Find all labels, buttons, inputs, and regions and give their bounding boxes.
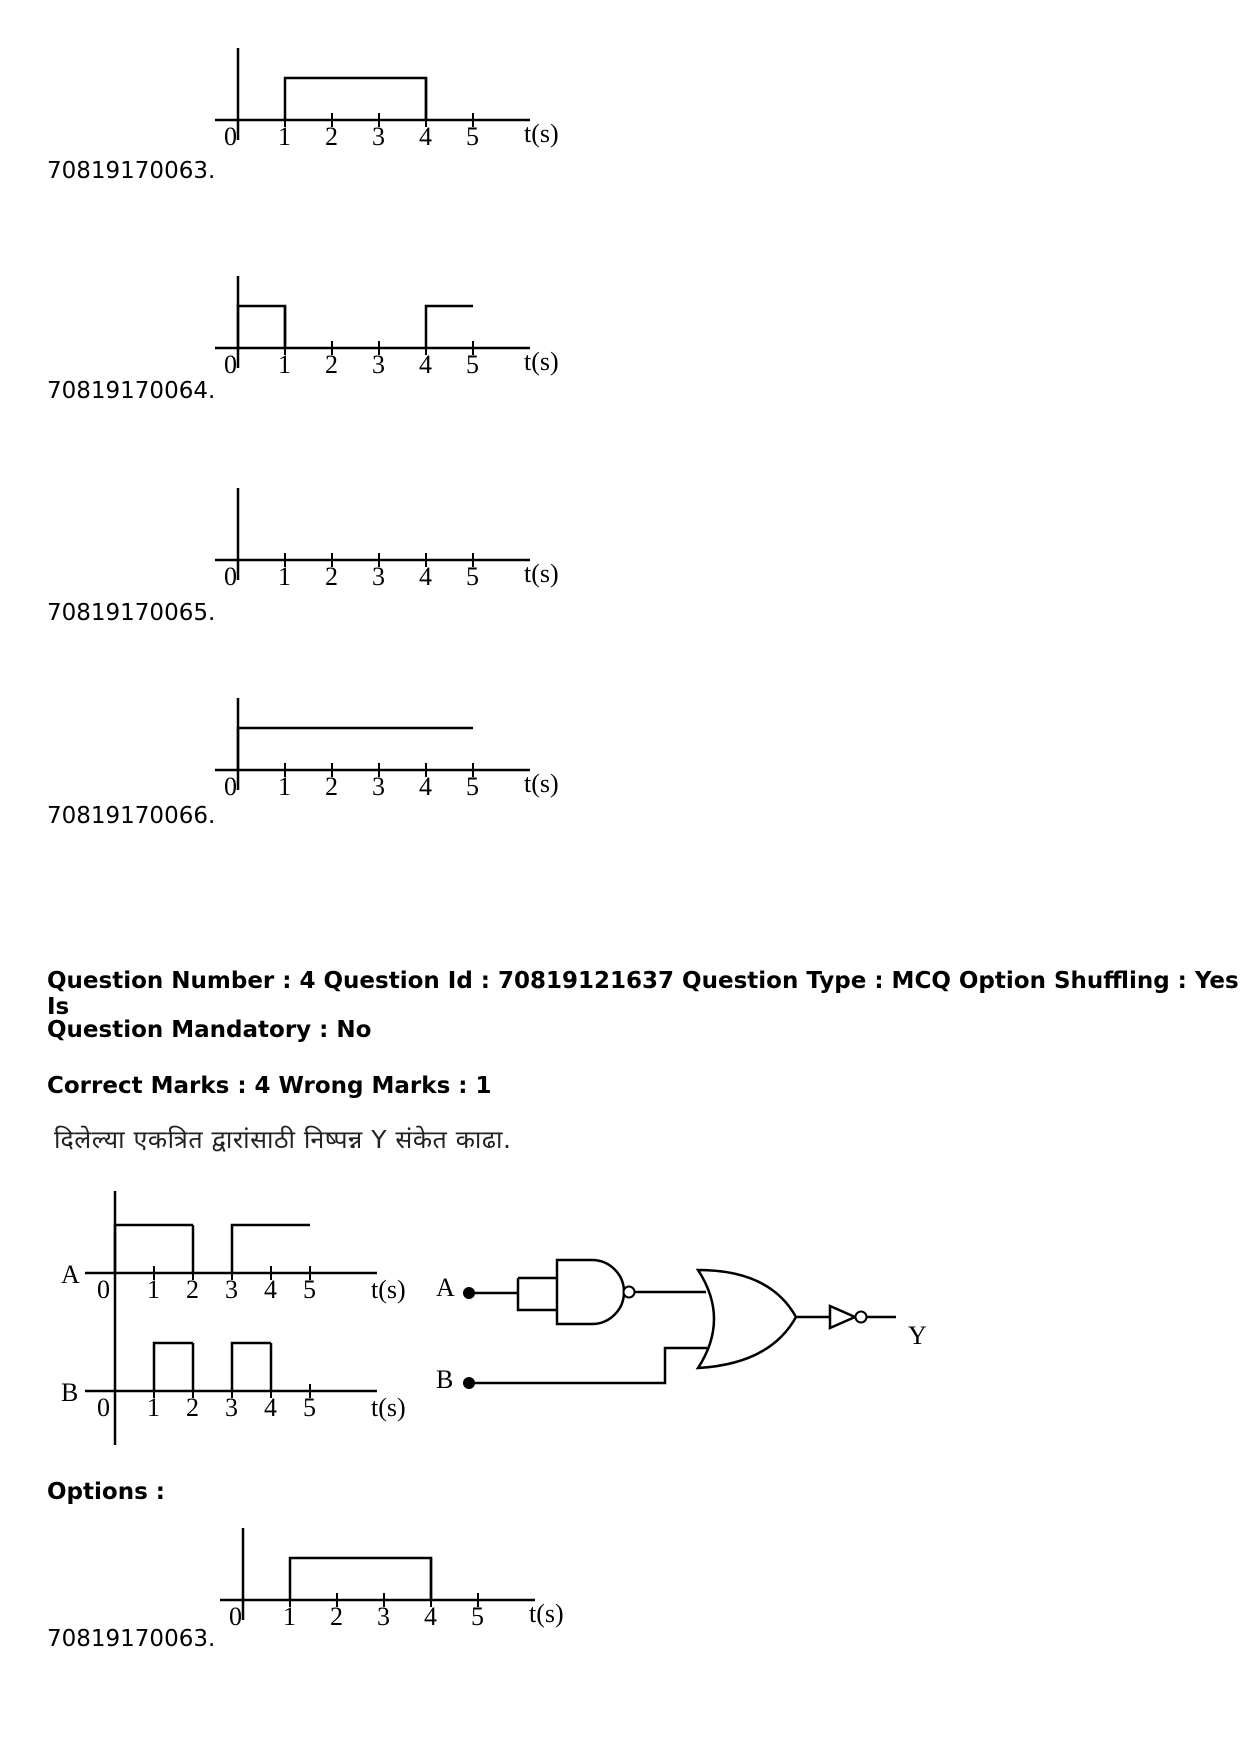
- options-label: Options :: [47, 1479, 165, 1505]
- tick-label: 2: [325, 772, 338, 801]
- option-id: 70819170065.: [47, 600, 216, 626]
- option-waveform-2[interactable]: [210, 268, 590, 388]
- waveform: [238, 728, 473, 770]
- option-waveform-1[interactable]: [210, 40, 590, 160]
- waveform: [238, 306, 473, 348]
- tick-label: 3: [372, 772, 385, 801]
- tick-label: 4: [264, 1393, 277, 1422]
- axis-origin: 0: [224, 772, 237, 801]
- tick-label: 3: [372, 350, 385, 379]
- axis-unit: t(s): [524, 769, 559, 798]
- tick-label: 2: [186, 1393, 199, 1422]
- tick-label: 3: [225, 1393, 238, 1422]
- tick-label: 2: [325, 350, 338, 379]
- circuit-input-a: A: [436, 1273, 455, 1302]
- signal-line: [290, 1558, 431, 1600]
- nand-gate: [557, 1260, 624, 1324]
- tick-label: 1: [278, 562, 291, 591]
- signal-line: [238, 728, 473, 770]
- tick-label: 4: [419, 350, 432, 379]
- axis-unit: t(s): [371, 1275, 406, 1304]
- input-a-waveform: [115, 1225, 310, 1273]
- question-text: दिलेल्या एकत्रित द्वारांसाठी निष्पन्न Y संकेत काढा.: [54, 1125, 512, 1154]
- question-meta-line1: Question Number : 4 Question Id : 70819121637 Question Type : MCQ Option Shuffling : Yes Is: [47, 968, 1239, 1020]
- tick-label: 5: [471, 1602, 484, 1631]
- option-id: 70819170063.: [47, 1626, 216, 1652]
- axis-unit: t(s): [524, 347, 559, 376]
- axis-origin: 0: [224, 122, 237, 151]
- option-waveform-bottom-1[interactable]: [215, 1520, 595, 1640]
- axis: [215, 698, 559, 801]
- tick-label: 5: [466, 562, 479, 591]
- axis: [215, 48, 559, 151]
- tick-label: 5: [466, 350, 479, 379]
- axis-unit: t(s): [524, 119, 559, 148]
- tick-label: 3: [372, 562, 385, 591]
- signal-line: [154, 1343, 271, 1391]
- waveform: [290, 1558, 431, 1600]
- option-id: 70819170064.: [47, 378, 216, 404]
- axis-origin: 0: [97, 1393, 110, 1422]
- tick-label: 2: [325, 122, 338, 151]
- tick-label: 1: [147, 1393, 160, 1422]
- axis-origin: 0: [97, 1275, 110, 1304]
- tick-label: 3: [372, 122, 385, 151]
- tick-label: 5: [303, 1393, 316, 1422]
- input-b-waveform: [154, 1343, 271, 1391]
- tick-label: 4: [419, 562, 432, 591]
- logic-circuit: [430, 1250, 950, 1410]
- not-gate: [830, 1306, 855, 1328]
- axis-unit: t(s): [371, 1393, 406, 1422]
- tick-label: 4: [419, 122, 432, 151]
- question-meta-line2: Question Mandatory : No: [47, 1017, 372, 1043]
- tick-label: 1: [278, 772, 291, 801]
- option-waveform-3[interactable]: [210, 480, 590, 600]
- tick-label: 5: [303, 1275, 316, 1304]
- axis-unit: t(s): [529, 1599, 564, 1628]
- tick-label: 5: [466, 772, 479, 801]
- option-id: 70819170066.: [47, 803, 216, 829]
- tick-label: 4: [264, 1275, 277, 1304]
- not-bubble: [856, 1312, 867, 1323]
- signal-line: [285, 78, 426, 120]
- tick-label: 1: [278, 122, 291, 151]
- circuit-input-b: B: [436, 1365, 454, 1394]
- tick-label: 1: [283, 1602, 296, 1631]
- marks-line: Correct Marks : 4 Wrong Marks : 1: [47, 1073, 492, 1099]
- option-waveform-4[interactable]: [210, 690, 590, 810]
- circuit-output-y: Y: [908, 1321, 927, 1350]
- tick-label: 2: [325, 562, 338, 591]
- tick-label: 2: [186, 1275, 199, 1304]
- input-a-label: A: [61, 1260, 80, 1289]
- tick-label: 1: [147, 1275, 160, 1304]
- nand-bubble: [624, 1287, 635, 1298]
- axis-origin: 0: [224, 562, 237, 591]
- or-gate: [698, 1270, 796, 1368]
- tick-label: 1: [278, 350, 291, 379]
- tick-label: 4: [424, 1602, 437, 1631]
- axis-origin: 0: [224, 350, 237, 379]
- tick-label: 5: [466, 122, 479, 151]
- input-waveforms: [55, 1185, 425, 1450]
- waveform: [285, 78, 426, 120]
- signal-line: [238, 306, 473, 348]
- option-id: 70819170063.: [47, 158, 216, 184]
- axis: [215, 488, 559, 591]
- tick-label: 4: [419, 772, 432, 801]
- axis-unit: t(s): [524, 559, 559, 588]
- input-b-label: B: [61, 1378, 79, 1407]
- tick-label: 3: [377, 1602, 390, 1631]
- tick-label: 2: [330, 1602, 343, 1631]
- axis: [220, 1528, 564, 1631]
- signal-line: [115, 1225, 310, 1273]
- tick-label: 3: [225, 1275, 238, 1304]
- axis: [215, 276, 559, 379]
- axis-origin: 0: [229, 1602, 242, 1631]
